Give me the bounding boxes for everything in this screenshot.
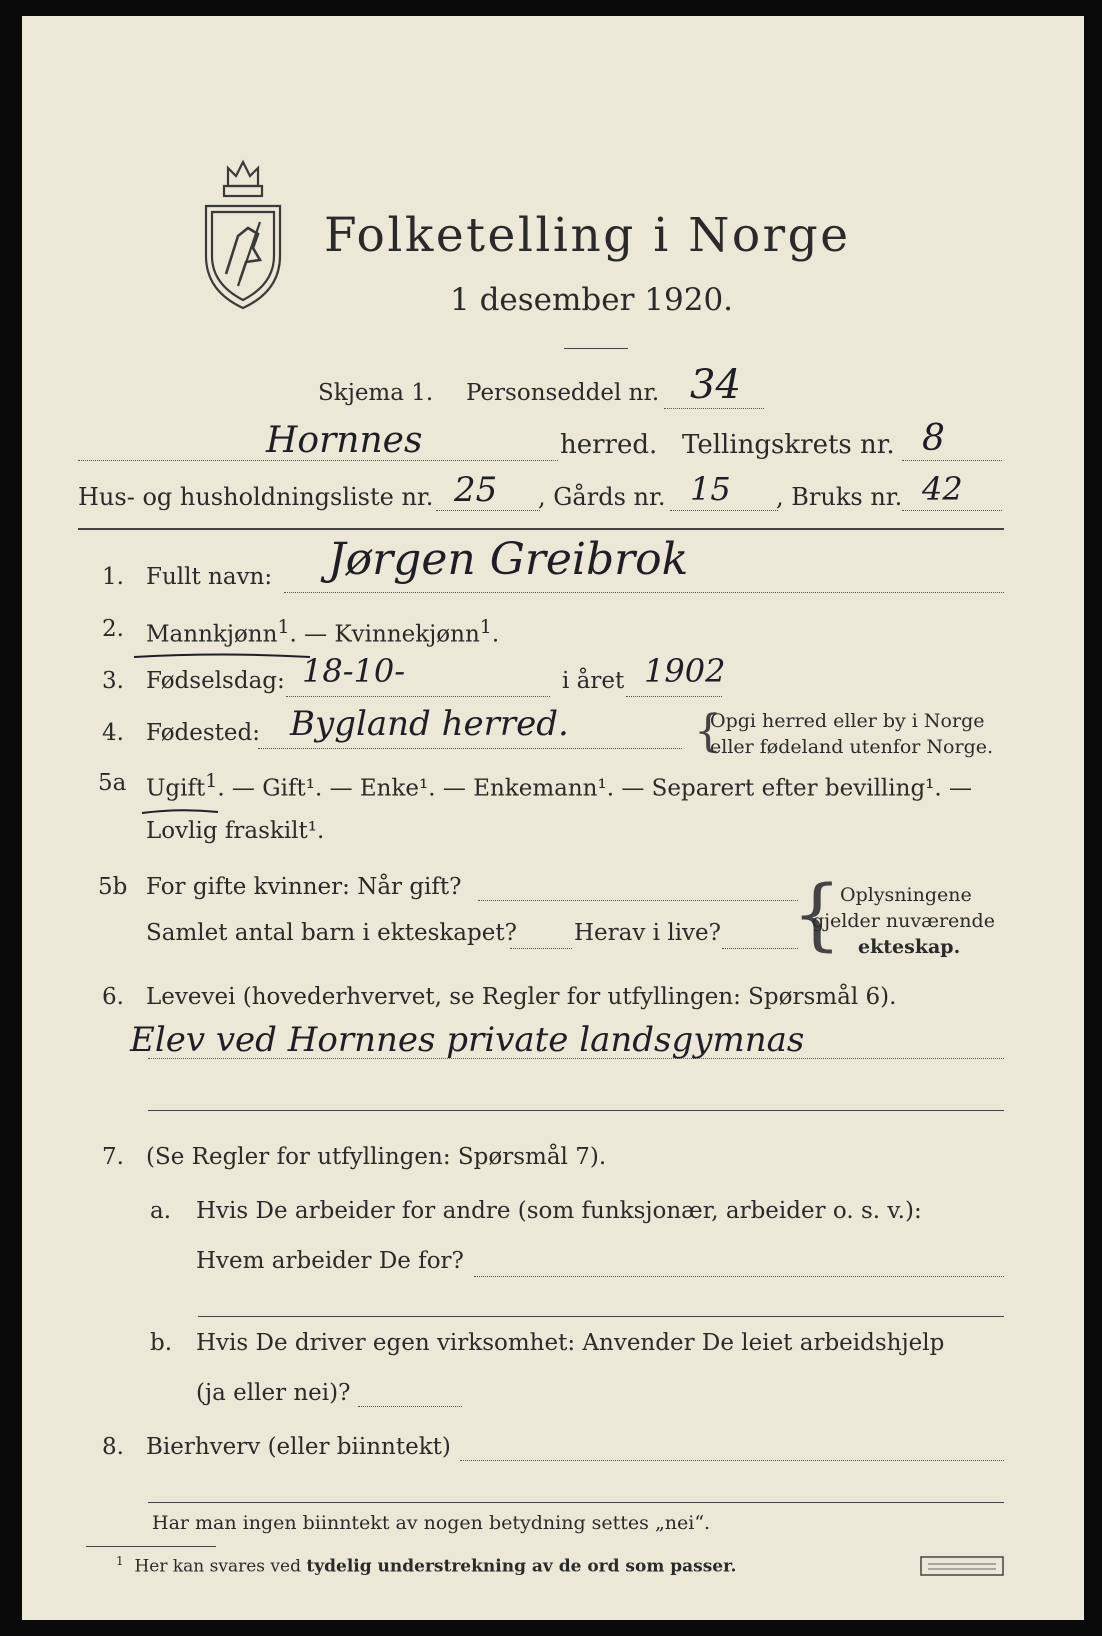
q4-note-1: Opgi herred eller by i Norge: [710, 710, 985, 732]
q5b-note-3: ekteskap.: [858, 936, 961, 958]
q1-line: [284, 592, 1004, 593]
q7b-question: (ja eller nei)?: [196, 1380, 351, 1406]
q8-line-1: [460, 1460, 1004, 1461]
q5b-line-1: [478, 900, 798, 901]
q5a-ugift-option[interactable]: Ugift: [146, 775, 206, 802]
q5b-line-2: [510, 948, 572, 949]
q5a-other-options: . — Gift¹. — Enke¹. — Enkemann¹. — Separert efter bevilling¹. —: [217, 775, 973, 802]
gaards-label: , Gårds nr.: [538, 483, 666, 511]
q4-value: Bygland herred.: [290, 704, 569, 744]
q5b-label-1: For gifte kvinner: Når gift?: [146, 874, 462, 900]
q3-value: 18-10-: [302, 652, 406, 690]
q7a-line-1: [474, 1276, 1004, 1277]
gaards-line: [670, 510, 778, 511]
q7b-label: Hvis De driver egen virksomhet: Anvender De leiet arbeidshjelp: [196, 1330, 945, 1356]
q5b-line-3: [722, 948, 798, 949]
household-line: [436, 510, 540, 511]
census-form: [22, 16, 1084, 1620]
q4-label: Fødested:: [146, 720, 261, 746]
q2-female-option[interactable]: Kvinnekjønn: [334, 621, 480, 648]
personseddel-label: Personseddel nr.: [466, 380, 660, 406]
household-label: Hus- og husholdningsliste nr.: [78, 483, 434, 511]
q4-brace: {: [694, 706, 722, 757]
footnote-divider: [86, 1546, 216, 1547]
q5b-note-2: gjelder nuværende: [812, 910, 995, 932]
q7-label: (Se Regler for utfyllingen: Spørsmål 7).: [146, 1144, 607, 1170]
q1-number: 1.: [102, 564, 124, 590]
q1-value: Jørgen Greibrok: [328, 534, 689, 585]
tellingskrets-line: [902, 460, 1002, 461]
q2-end: .: [491, 621, 500, 648]
q2-options: Mannkjønn$^1$. — Kvinnekjønn$^1$.: [146, 616, 500, 648]
coat-of-arms-icon: [198, 156, 288, 320]
q3-line: [286, 696, 550, 697]
q5b-brace: {: [792, 870, 842, 960]
tellingskrets-label: Tellingskrets nr.: [682, 430, 895, 460]
q3-number: 3.: [102, 668, 124, 694]
personseddel-line: [664, 408, 764, 409]
q6-line-2: [148, 1110, 1004, 1111]
q4-note-2: eller fødeland utenfor Norge.: [710, 736, 994, 758]
q3-year-value: 1902: [644, 652, 726, 690]
q1-label: Fullt navn:: [146, 564, 273, 590]
personseddel-value: 34: [690, 362, 741, 408]
q6-label: Levevei (hovederhvervet, se Regler for utfyllingen: Spørsmål 6).: [146, 984, 897, 1010]
q8-line-2: [148, 1502, 1004, 1503]
footnote-bold-text: tydelig understrekning av de ord som passer.: [306, 1556, 737, 1577]
q6-value: Elev ved Hornnes private landsgymnas: [130, 1020, 805, 1060]
q5b-label-2: Samlet antal barn i ekteskapet?: [146, 920, 517, 946]
q4-number: 4.: [102, 720, 124, 746]
q7a-number: a.: [150, 1198, 172, 1224]
tellingskrets-value: 8: [922, 418, 945, 459]
footnote: [116, 1554, 736, 1577]
municipality-value: Hornnes: [266, 420, 423, 461]
census-date: 1 desember 1920.: [450, 282, 734, 318]
q5a-line-2: Lovlig fraskilt¹.: [146, 818, 325, 844]
herred-label: herred.: [560, 430, 658, 460]
bruks-value: 42: [922, 470, 963, 508]
nei-instruction: Har man ingen biinntekt av nogen betydning settes „nei“.: [152, 1512, 711, 1534]
header-divider: [78, 528, 1004, 530]
q5b-label-3: Herav i live?: [574, 920, 721, 946]
page-title: Folketelling i Norge: [324, 208, 851, 263]
gaards-value: 15: [690, 470, 731, 508]
q2-male-option[interactable]: Mannkjønn: [146, 621, 278, 648]
q7a-line-2: [198, 1316, 1004, 1317]
q3-year-line: [626, 696, 722, 697]
bruks-label: , Bruks nr.: [776, 483, 903, 511]
q5a-options: Ugift$^1$. — Gift¹. — Enke¹. — Enkemann¹. — Separert efter bevilling¹. —: [146, 770, 973, 802]
q7b-number: b.: [150, 1330, 173, 1356]
q8-number: 8.: [102, 1434, 124, 1460]
schema-label: Skjema 1.: [318, 380, 434, 406]
q5b-number: 5b: [98, 874, 128, 900]
printer-stamp-icon: [920, 1556, 1004, 1580]
q7b-line: [358, 1406, 462, 1407]
footnote-text: Her kan svares ved: [134, 1556, 301, 1577]
q7-number: 7.: [102, 1144, 124, 1170]
q4-line: [258, 748, 682, 749]
q5a-number: 5a: [98, 770, 127, 796]
q7a-label: Hvis De arbeider for andre (som funksjonær, arbeider o. s. v.):: [196, 1198, 922, 1224]
q7a-question: Hvem arbeider De for?: [196, 1248, 464, 1274]
footnote-mark: 1: [116, 1554, 124, 1568]
bruks-line: [902, 510, 1002, 511]
q5b-note-1: Oplysningene: [840, 884, 972, 906]
q6-number: 6.: [102, 984, 124, 1010]
q2-underline-mark: [132, 646, 312, 665]
q3-label: Fødselsdag:: [146, 668, 285, 694]
title-divider: [564, 348, 628, 349]
q2-number: 2.: [102, 616, 124, 642]
q2-separator: . —: [289, 621, 335, 648]
household-value: 25: [454, 470, 498, 510]
q3-year-label: i året: [562, 668, 625, 694]
q8-label: Bierhverv (eller biinntekt): [146, 1434, 451, 1460]
